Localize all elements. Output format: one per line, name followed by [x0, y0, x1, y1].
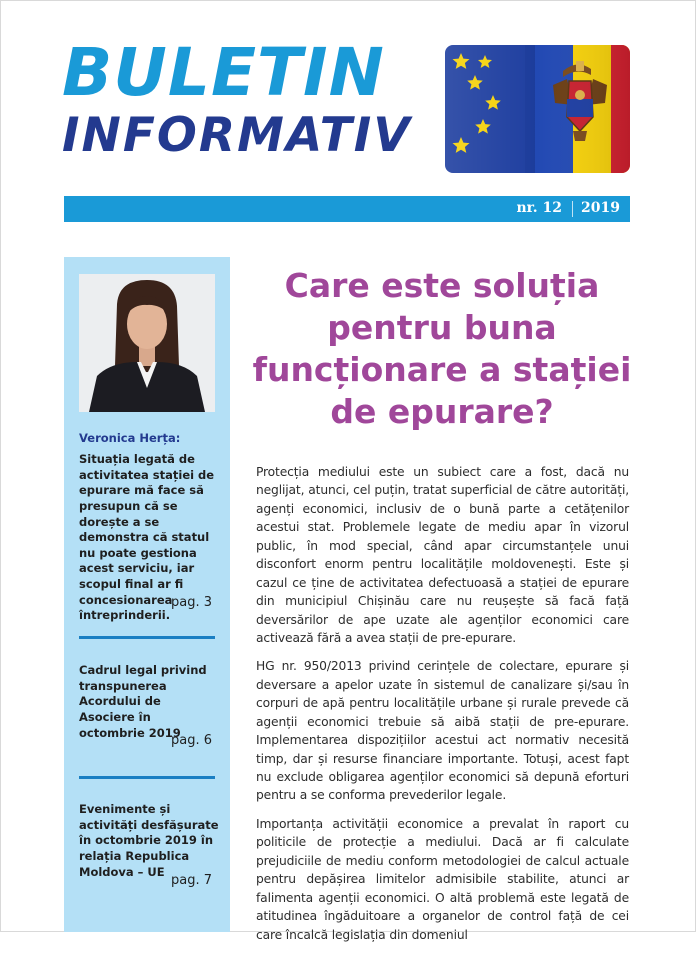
article-paragraph: Protecția mediului este un subiect care a fost, dacă nu neglijat, atunci, cel puțin, tratat superficial de către autorități, agenți economici, inclusiv de o bună parte a cetățenilor acestui stat. Problemele legate de mediu apar în vizorul public, în mod special, când apar circumstanțele unui disconfort enorm pentru localitățile moldovenești. Este și cazul ce ține de activitatea defectuoasă a stației de epurare din municipiul Chișinău care nu reușește să facă față deversărilor de ape uzate ale agenților economici care activează fără a avea stații de pre-epurare. — [256, 465, 629, 645]
article-headline: Care este soluția pentru buna funcționare a stației de epurare? — [252, 266, 632, 431]
masthead-title-line1: BULETIN — [62, 34, 385, 111]
teaser-legal-framework[interactable]: Cadrul legal privind transpunerea Acordului de Asociere în octombrie 2019 — [79, 663, 207, 740]
author-portrait — [79, 274, 215, 412]
sidebar-divider — [79, 776, 215, 779]
masthead-title — [62, 34, 412, 163]
teaser-interview[interactable]: Situația legată de activitatea stației de epurare mă face să presupun că se dorește a se demonstra că statul nu poate gestiona acest serviciu, iar scopul final ar fi concesionarea întreprinderii. — [79, 452, 215, 623]
article-paragraph: HG nr. 950/2013 privind cerințele de colectare, epurare și deversare a apelor uzate în sistemul de canalizare și/sau în corpuri de apă pentru localitățile urbane și rurale prevede că agenții economici trebuie să aibă stații de pre-epurare. Implementarea dispozițiilor acestui act normativ necesită timp, dar și resurse financiare importante. Totuși, acest fapt nu exclude obligarea agenților economici să depună eforturi pentru a se conforma prevederilor legale. — [256, 659, 629, 803]
issue-number: nr. 12 — [516, 200, 562, 216]
issue-separator — [572, 201, 573, 217]
page-ref-interview[interactable]: pag. 3 — [170, 595, 212, 610]
page-ref-legal-framework[interactable]: pag. 6 — [170, 733, 212, 748]
masthead-title-line2: INFORMATIV — [62, 108, 412, 163]
page-ref-events[interactable]: pag. 7 — [170, 873, 212, 888]
article-body — [256, 463, 629, 954]
article-paragraph: Importanța activității economice a prevalat în raport cu politicile de protecție a mediului. Dacă ar fi calculate prejudiciile de mediu conform metodologiei de calcul actuale pentru depășirea limitelor admisibile stabilite, atunci ar falimenta agenții economici. O altă problemă este legată de atitudinea îngăduitoare a organelor de control față de cei care încalcă legislația din domeniul — [256, 816, 629, 942]
issue-bar — [64, 196, 630, 222]
sidebar-divider — [79, 636, 215, 639]
teaser-events[interactable]: Evenimente și activități desfășurate în octombrie 2019 în relația Republica Moldova – UE — [79, 802, 219, 879]
issue-year: 2019 — [581, 200, 620, 216]
author-name: Veronica Herța: — [79, 431, 181, 445]
eu-moldova-flag-icon — [445, 45, 630, 173]
sidebar — [64, 257, 230, 932]
